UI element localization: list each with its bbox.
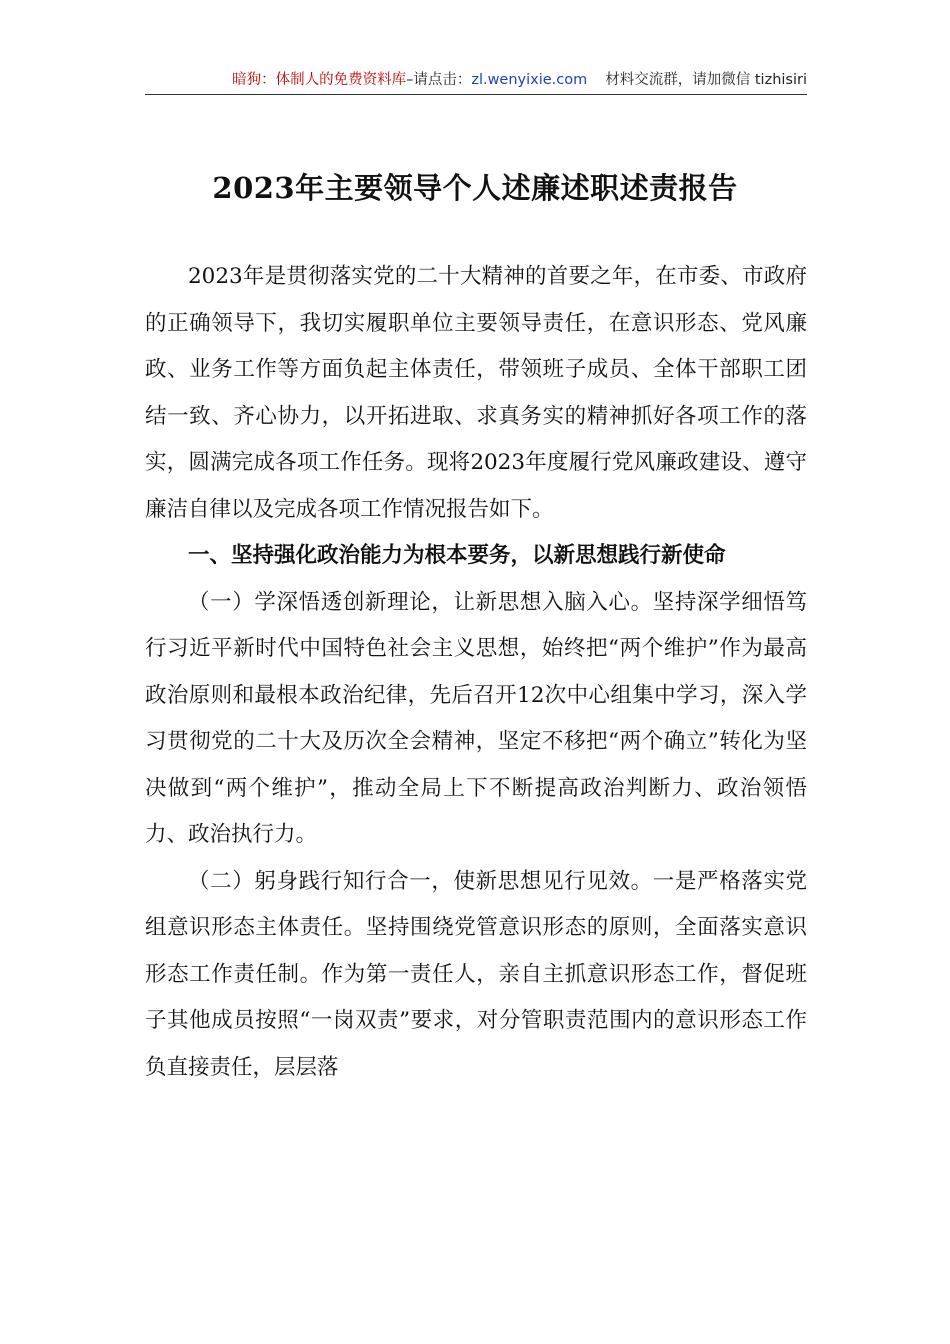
page-header (145, 68, 807, 95)
header-group-text: 材料交流群，请加微信 tizhisiri (605, 72, 807, 88)
section-heading-1: 一、坚持强化政治能力为根本要务，以新思想践行新使命 (188, 543, 726, 568)
header-click-prefix: –请点击： (406, 72, 472, 88)
document-title: 2023年主要领导个人述廉述职述责报告 (212, 171, 738, 205)
subsection-paragraph-1: （一）学深悟透创新理论，让新思想入脑入心。坚持深学细悟笃行习近平新时代中国特色社会主义思想，始终把“两个维护”作为最高政治原则和最根本政治纪律，先后召开12次中心组集中学习，深入学习贯彻党的二十大及历次全会精神，坚定不移把“两个确立”转化为坚决做到“两个维护”，推动全局上下不断提高政治判断力、政治领悟力、政治执行力。 (145, 589, 807, 847)
intro-paragraph: 2023年是贯彻落实党的二十大精神的首要之年，在市委、市政府的正确领导下，我切实履职单位主要领导责任，在意识形态、党风廉政、业务工作等方面负起主体责任，带领班子成员、全体干部职工团结一致、齐心协力，以开拓进取、求真务实的精神抓好各项工作的落实，圆满完成各项工作任务。现将2023年度履行党风廉政建设、遵守廉洁自律以及完成各项工作情况报告如下。 (145, 264, 807, 522)
document-body (145, 254, 807, 1091)
subsection-paragraph-2: （二）躬身践行知行合一，使新思想见行见效。一是严格落实党组意识形态主体责任。坚持围绕党管意识形态的原则，全面落实意识形态工作责任制。作为第一责任人，亲自主抓意识形态工作，督促班子其他成员按照“一岗双责”要求，对分管职责范围内的意识形态工作负直接责任，层层落 (145, 868, 807, 1080)
header-url-link[interactable]: zl.wenyixie.com (471, 72, 588, 88)
header-brand: 暗狗：体制人的免费资料库 (232, 72, 407, 88)
